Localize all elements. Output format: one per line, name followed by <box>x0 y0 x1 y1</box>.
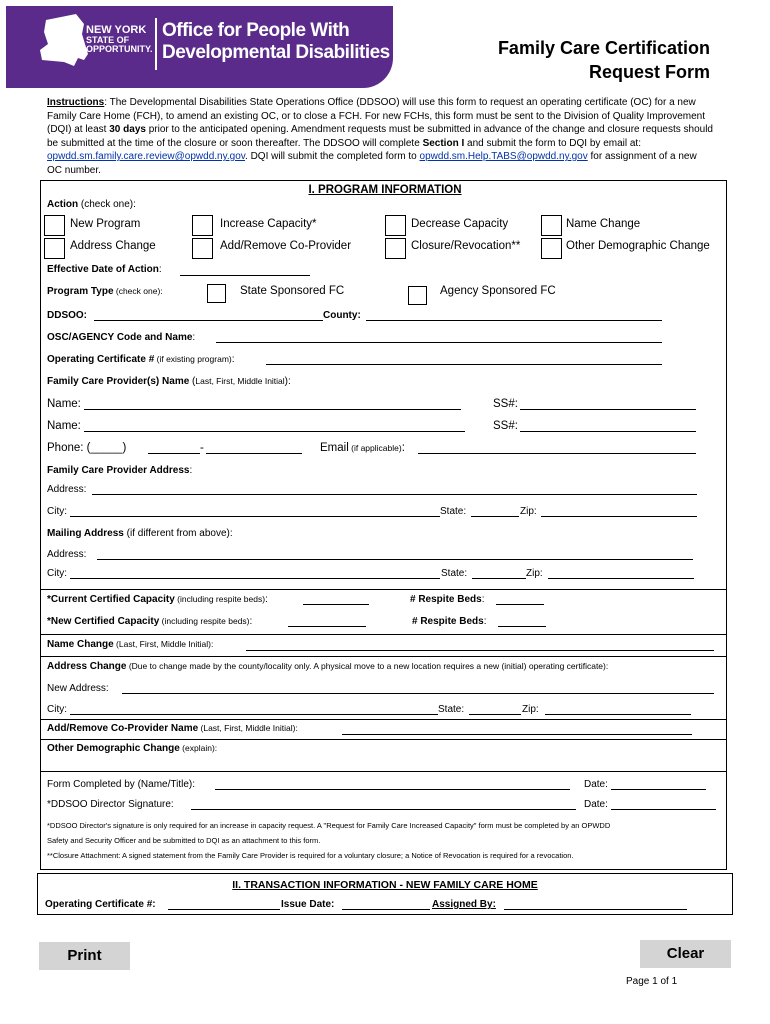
new-city-field[interactable] <box>70 714 438 715</box>
email-hint: (if applicable) <box>348 443 402 453</box>
state-label: State: <box>440 506 467 517</box>
checkbox-state-sponsored[interactable] <box>207 284 226 303</box>
date1-field[interactable] <box>611 789 706 790</box>
new-capacity-label: *New Certified Capacity (including respite beds): <box>47 616 253 627</box>
instructions-text2: prior to the anticipated opening. Amendment requests must be submitted in advance of the change and closure requests should be submitted at the time of the closure or soon thereafter. The DDSOO will complete <box>47 124 713 149</box>
program-type-text: Program Type <box>47 286 114 297</box>
footnote-1: *DDSOO Director's signature is only required for an increase in capacity request. A "Request for Family Care Increased Capacity" form must be completed by an OPWDD <box>47 821 611 830</box>
ss1-label: SS#: <box>493 398 518 410</box>
ny-line1: NEW YORK <box>86 24 147 36</box>
section1-title <box>0 184 770 196</box>
email-field[interactable] <box>418 453 696 454</box>
zip-label: Zip: <box>520 506 537 517</box>
current-capacity-hint: (including respite beds) <box>174 594 266 604</box>
respite2-field[interactable] <box>498 626 546 627</box>
address-change-text: Address Change <box>47 661 127 672</box>
email-label: Email (if applicable): <box>320 442 405 454</box>
respite2-text: # Respite Beds <box>412 616 484 627</box>
label-name-change: Name Change <box>566 218 641 230</box>
form-title-line1: Family Care Certification <box>497 38 710 58</box>
county-text: County: <box>323 310 361 321</box>
form-title <box>498 36 710 84</box>
header-separator <box>155 18 157 70</box>
mailing-text: Mailing Address <box>47 528 124 539</box>
s2-oc-field[interactable] <box>168 909 280 910</box>
print-button[interactable]: Print <box>39 942 130 970</box>
name-change-text: Name Change <box>47 639 114 650</box>
checkbox-new-program[interactable] <box>44 215 65 236</box>
effective-date-field[interactable] <box>180 275 310 276</box>
label-increase-capacity: Increase Capacity* <box>220 218 317 230</box>
checkbox-closure[interactable] <box>385 238 406 259</box>
checkbox-decrease-capacity[interactable] <box>385 215 406 236</box>
section2-title <box>0 879 770 891</box>
current-capacity-field[interactable] <box>303 604 369 605</box>
address-change-hint: (Due to change made by the county/locality only. A physical move to a new location requires a new (initial) operating certificate): <box>126 661 609 671</box>
address-field[interactable] <box>92 494 697 495</box>
program-type-label <box>47 286 163 297</box>
ss1-field[interactable] <box>520 409 696 410</box>
label-closure: Closure/Revocation** <box>411 240 521 252</box>
checkbox-name-change[interactable] <box>541 215 562 236</box>
instructions <box>47 96 713 177</box>
divider-completed-by <box>41 771 726 772</box>
coprovider-field[interactable] <box>342 734 692 735</box>
action-label-text: Action <box>47 199 79 210</box>
s2-oc-label <box>45 899 156 910</box>
instructions-text5: for assignment of a new OC number. <box>47 151 697 176</box>
new-state-label: State: <box>438 704 465 715</box>
review-email-link[interactable]: opwdd.sm.family.care.review@opwdd.ny.gov <box>47 151 246 162</box>
effective-date-text: Effective Date of Action <box>47 264 159 275</box>
new-capacity-field[interactable] <box>288 626 366 627</box>
clear-button[interactable]: Clear <box>640 940 731 968</box>
program-type-hint: (check one): <box>113 286 163 296</box>
phone-dash: - <box>200 442 204 454</box>
name1-label: Name: <box>47 398 81 410</box>
instructions-text1: : The Developmental Disabilities State Operations Office (DDSOO) will use this form to request an operating certificate (OC) for a new Family Care Home (FCH), to amend an existing OC, or to close a FCH. For new FCHs, this form must be sent to the Division of Quality Improvement (DQI) at least <box>47 97 705 135</box>
ss2-field[interactable] <box>520 431 696 432</box>
providers-hint: Last, First, Middle Initial <box>195 376 285 386</box>
new-state-field[interactable] <box>469 714 521 715</box>
label-address-change: Address Change <box>70 240 156 252</box>
provider-address-text: Family Care Provider Address <box>47 465 190 476</box>
divider-address-change <box>41 656 726 657</box>
coprovider-label <box>47 723 298 734</box>
footnote-3: **Closure Attachment: A signed statement from the Family Care Provider is required for a voluntary closure; a Notice of Revocation is required for a revocation. <box>47 851 574 860</box>
s2-oc-text: Operating Certificate #: <box>45 899 156 910</box>
mailing-city-label: City: <box>47 568 67 579</box>
other-demo-text: Other Demographic Change <box>47 743 180 754</box>
action-label <box>47 199 136 210</box>
s2-assigned-label <box>432 899 496 910</box>
mailing-zip-label: Zip: <box>526 568 543 579</box>
section1-title-text: I. PROGRAM INFORMATION <box>308 184 462 196</box>
checkbox-increase-capacity[interactable] <box>192 215 213 236</box>
s2-assigned-text: Assigned By: <box>432 899 496 910</box>
county-field[interactable] <box>366 320 662 321</box>
completed-by-label: Form Completed by (Name/Title): <box>47 779 195 790</box>
s2-issue-field[interactable] <box>342 909 430 910</box>
city-label: City: <box>47 506 67 517</box>
name2-field[interactable] <box>84 431 465 432</box>
ddsoo-label <box>47 310 87 321</box>
office-line1: Office for People With <box>162 20 350 41</box>
label-other-demographic: Other Demographic Change <box>566 240 710 252</box>
respite1-text: # Respite Beds <box>410 594 482 605</box>
signature-field[interactable] <box>191 809 576 810</box>
coprovider-hint: (Last, First, Middle Initial): <box>198 723 298 733</box>
s2-assigned-field[interactable] <box>504 909 687 910</box>
label-add-remove-coprovider: Add/Remove Co-Provider <box>220 240 352 252</box>
address-label: Address: <box>47 484 87 495</box>
checkbox-address-change[interactable] <box>44 238 65 259</box>
email-text: Email <box>320 442 349 454</box>
coprovider-text: Add/Remove Co-Provider Name <box>47 723 199 734</box>
date2-field[interactable] <box>611 809 716 810</box>
instructions-text4: . DQI will submit the completed form to <box>245 151 420 162</box>
checkbox-agency-sponsored[interactable] <box>408 286 427 305</box>
checkbox-other-demographic[interactable] <box>541 238 562 259</box>
s2-issue-label <box>281 899 334 910</box>
name-change-hint: (Last, First, Middle Initial): <box>113 639 214 649</box>
name-change-label <box>47 639 213 650</box>
other-demo-label <box>47 743 217 754</box>
action-hint: (check one): <box>78 199 136 210</box>
mailing-label: Mailing Address (if different from above): <box>47 528 233 539</box>
other-demo-hint: (explain): <box>179 743 218 753</box>
new-zip-field[interactable] <box>545 714 691 715</box>
new-capacity-hint: (including respite beds) <box>159 616 250 626</box>
date1-label: Date: <box>584 779 608 790</box>
s2-issue-text: Issue Date: <box>281 899 335 910</box>
tabs-email-link[interactable]: opwdd.sm.Help.TABS@opwdd.ny.gov <box>419 151 588 162</box>
other-demo-field[interactable] <box>41 756 725 770</box>
effective-date-label: Effective Date of Action: <box>47 264 162 275</box>
page-number: Page 1 of 1 <box>626 976 678 987</box>
current-capacity-text: *Current Certified Capacity <box>47 594 175 605</box>
new-capacity-text: *New Certified Capacity <box>47 616 160 627</box>
footnote-2: Safety and Security Officer and be submitted to DQI as an attachment to this form. <box>47 836 321 845</box>
divider-other-demographic <box>41 739 726 740</box>
providers-text: Family Care Provider(s) Name <box>47 376 190 387</box>
ny-line3: OPPORTUNITY. <box>86 44 153 54</box>
osc-field[interactable] <box>216 342 662 343</box>
mailing-zip-field[interactable] <box>548 578 694 579</box>
name-change-field[interactable] <box>246 650 714 651</box>
footnotes <box>47 818 723 863</box>
state-field[interactable] <box>471 516 519 517</box>
name2-label: Name: <box>47 420 81 432</box>
address-change-label <box>47 661 608 672</box>
office-line2: Developmental Disabilities <box>162 42 390 63</box>
county-label <box>323 310 361 321</box>
form-title-line2: Request Form <box>588 62 710 82</box>
new-address-label: New Address: <box>47 683 109 694</box>
date2-label: Date: <box>584 799 608 810</box>
label-agency-sponsored: Agency Sponsored FC <box>440 285 556 297</box>
oc-field[interactable] <box>266 364 662 365</box>
oc-hint: (if existing program) <box>154 354 232 364</box>
signature-label: *DDSOO Director Signature: <box>47 799 174 810</box>
osc-text: OSC/AGENCY Code and Name <box>47 332 193 343</box>
completed-by-field[interactable] <box>215 789 570 790</box>
name1-field[interactable] <box>84 409 461 410</box>
office-name <box>162 20 390 64</box>
ny-wordmark <box>86 24 153 54</box>
label-decrease-capacity: Decrease Capacity <box>411 218 509 230</box>
city-field[interactable] <box>70 516 440 517</box>
new-address-field[interactable] <box>122 693 714 694</box>
respite1-label: # Respite Beds: <box>410 594 485 605</box>
checkbox-add-remove-coprovider[interactable] <box>192 238 213 259</box>
osc-label: OSC/AGENCY Code and Name: <box>47 332 196 343</box>
respite2-label: # Respite Beds: <box>412 616 487 627</box>
label-state-sponsored: State Sponsored FC <box>240 285 345 297</box>
mailing-address-field[interactable] <box>97 559 693 560</box>
ss2-label: SS#: <box>493 420 518 432</box>
phone-number-field[interactable] <box>206 453 302 454</box>
mailing-state-label: State: <box>441 568 468 579</box>
new-city-label: City: <box>47 704 67 715</box>
instructions-label: Instructions <box>47 97 105 108</box>
section2-title-text: II. TRANSACTION INFORMATION - NEW FAMILY CARE HOME <box>232 879 538 891</box>
oc-text: Operating Certificate # <box>47 354 155 365</box>
phone-label: Phone: (_____) <box>47 442 127 454</box>
instructions-days: 30 days <box>109 124 146 135</box>
divider-coprovider <box>41 719 726 720</box>
zip-field[interactable] <box>541 516 697 517</box>
divider-name-change <box>41 634 726 635</box>
current-capacity-label: *Current Certified Capacity (including respite beds): <box>47 594 268 605</box>
respite1-field[interactable] <box>496 604 544 605</box>
oc-label: Operating Certificate # (if existing program): <box>47 354 235 365</box>
ny-state-map-icon <box>34 10 92 76</box>
mailing-address-label: Address: <box>47 549 87 560</box>
mailing-hint: if different from above <box>129 528 227 539</box>
divider-capacity <box>41 589 726 590</box>
provider-address-label: Family Care Provider Address: <box>47 465 193 476</box>
instructions-text3: and submit the form to DQI by email at: <box>464 137 641 149</box>
ddsoo-field[interactable] <box>94 320 323 321</box>
mailing-city-field[interactable] <box>70 578 440 579</box>
providers-label: Family Care Provider(s) Name (Last, First, Middle Initial): <box>47 376 291 387</box>
ny-line2: STATE OF <box>86 35 130 45</box>
new-zip-label: Zip: <box>522 704 539 715</box>
phone-prefix-field[interactable] <box>148 453 200 454</box>
label-new-program: New Program <box>70 218 141 230</box>
instructions-section: Section I <box>422 137 465 149</box>
ddsoo-text: DDSOO: <box>47 310 87 321</box>
mailing-state-field[interactable] <box>472 578 526 579</box>
